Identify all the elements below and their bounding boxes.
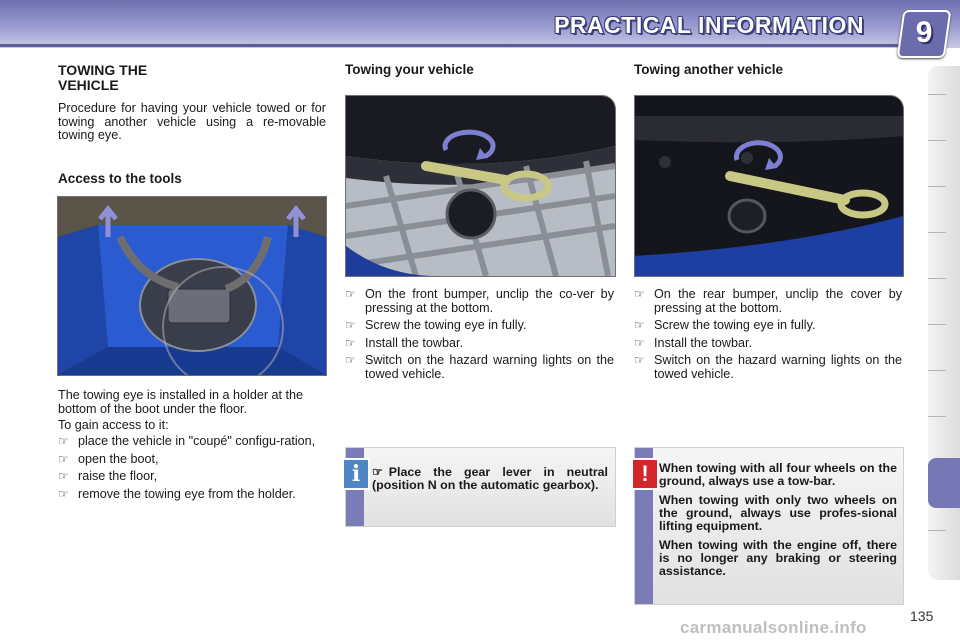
pointing-hand-icon: ☞ <box>58 469 69 483</box>
pointing-hand-icon: ☞ <box>345 318 356 332</box>
list-item: ☞ Switch on the hazard warning lights on the towed vehicle. <box>634 353 902 381</box>
holder-text: The towing eye is installed in a holder at the bottom of the boot under the floor. <box>58 388 304 416</box>
tab-divider <box>928 94 946 95</box>
list-item: ☞ Install the towbar. <box>634 335 753 350</box>
list-item: ☞ Screw the towing eye in fully. <box>634 318 816 332</box>
warning-note <box>634 447 904 605</box>
chapter-tab-active[interactable] <box>928 458 960 508</box>
tab-divider <box>928 186 946 187</box>
list-item: ☞ raise the floor, <box>58 469 158 483</box>
page-number: 135 <box>910 608 934 624</box>
front-bumper-photo <box>345 95 616 277</box>
section-title: TOWING THE VEHICLE <box>58 62 148 93</box>
pointing-hand-icon: ☞ <box>634 335 645 350</box>
list-item: ☞ On the rear bumper, unclip the cover by pressing at the bottom. <box>634 287 902 315</box>
pointing-hand-icon: ☞ <box>372 465 383 479</box>
list-item: ☞ Screw the towing eye in fully. <box>345 318 527 332</box>
pointing-hand-icon: ☞ <box>58 434 69 448</box>
towing-another-vehicle-heading: Towing another vehicle <box>634 62 784 77</box>
info-note-text: ☞ Place the gear lever in neutral (position N on the automatic gearbox). <box>372 465 608 492</box>
pointing-hand-icon: ☞ <box>634 318 645 332</box>
list-item: ☞ remove the towing eye from the holder. <box>58 486 296 501</box>
towing-another-vehicle-steps <box>634 288 902 385</box>
pointing-hand-icon: ☞ <box>634 353 645 367</box>
towing-your-vehicle-heading: Towing your vehicle <box>345 62 474 77</box>
tab-divider <box>928 278 946 279</box>
tab-divider <box>928 232 946 233</box>
list-item: ☞ Switch on the hazard warning lights on the towed vehicle. <box>345 353 614 381</box>
pointing-hand-icon: ☞ <box>345 353 356 367</box>
tab-divider <box>928 324 946 325</box>
tab-divider <box>928 140 946 141</box>
list-item: ☞ open the boot, <box>58 451 159 466</box>
warning-note-text <box>659 462 897 584</box>
watermark: carmanualsonline.info <box>680 618 867 637</box>
info-icon: i <box>342 458 370 490</box>
list-item: ☞ Install the towbar. <box>345 335 464 350</box>
list-item: ☞ place the vehicle in "coupé" configu-ration, <box>58 434 316 448</box>
pointing-hand-icon: ☞ <box>345 287 356 301</box>
access-steps <box>58 435 326 505</box>
pointing-hand-icon: ☞ <box>634 287 645 301</box>
towing-your-vehicle-steps <box>345 288 614 385</box>
info-note <box>345 447 616 527</box>
intro-text: Procedure for having your vehicle towed or for towing another vehicle using a re-movable towing eye. <box>58 101 326 142</box>
pointing-hand-icon: ☞ <box>58 451 69 466</box>
page-title: PRACTICAL INFORMATION <box>554 12 864 38</box>
access-heading: Access to the tools <box>58 171 182 186</box>
chapter-number: 9 <box>915 16 933 49</box>
boot-photo <box>57 196 327 376</box>
warning-icon: ! <box>631 458 659 490</box>
warning-paragraph: When towing with all four wheels on the ground, always use a tow-bar. <box>659 461 897 488</box>
access-intro: To gain access to it: <box>58 418 169 432</box>
list-item: ☞ On the front bumper, unclip the co-ver by pressing at the bottom. <box>345 287 614 315</box>
tab-divider <box>928 370 946 371</box>
chapter-badge <box>897 10 952 58</box>
pointing-hand-icon: ☞ <box>345 335 356 350</box>
tab-divider <box>928 530 946 531</box>
warning-paragraph: When towing with only two wheels on the ground, always use profes-sional lifting equipment. <box>659 493 897 533</box>
pointing-hand-icon: ☞ <box>58 486 69 501</box>
header-rule <box>0 44 900 47</box>
warning-paragraph: When towing with the engine off, there is no longer any braking or steering assistance. <box>659 538 897 578</box>
tab-divider <box>928 416 946 417</box>
rear-bumper-photo <box>634 95 904 277</box>
